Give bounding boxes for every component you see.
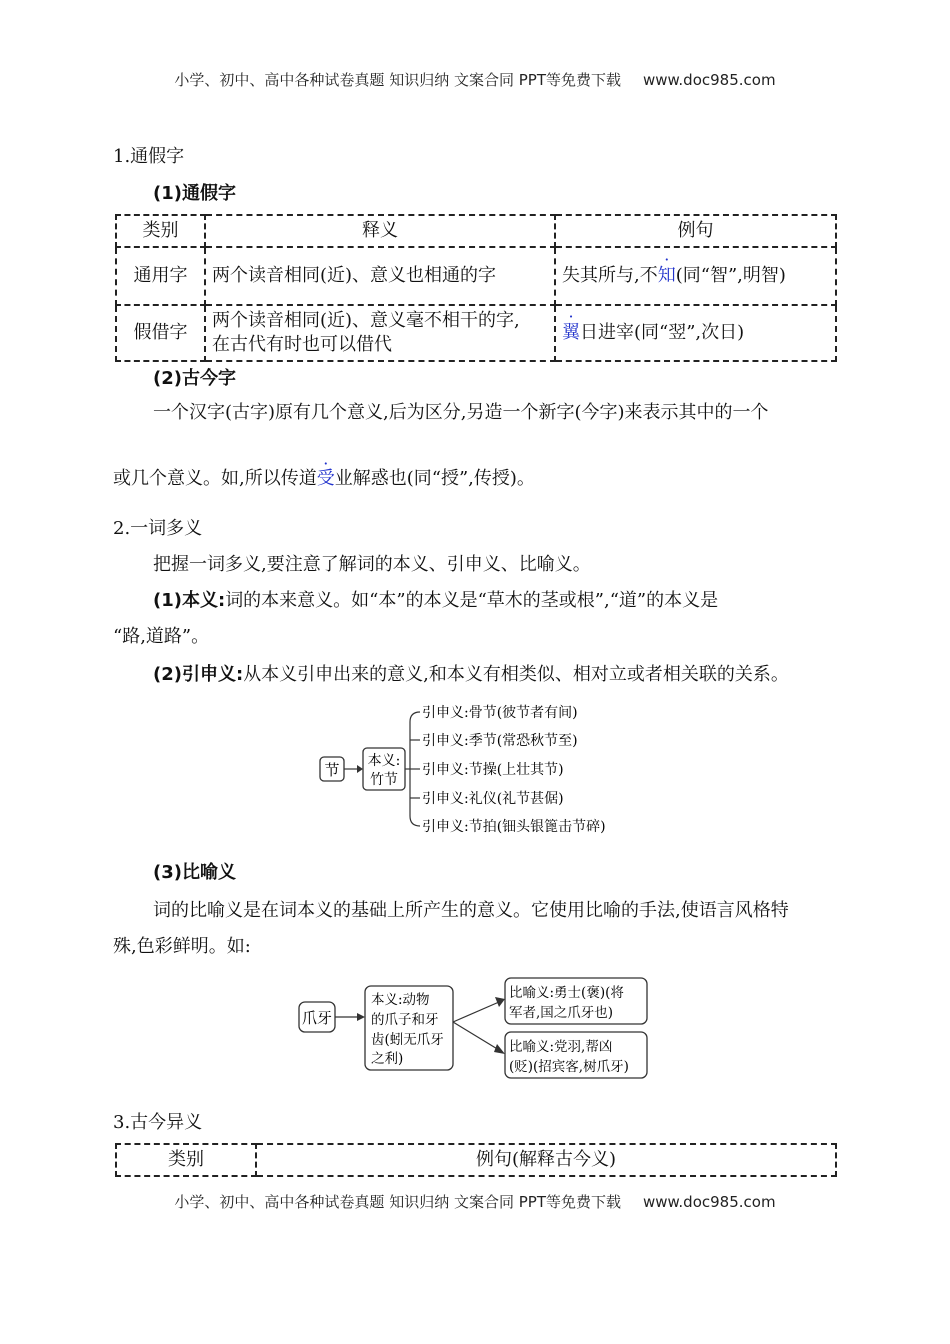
section-3-title: 3.古今异义 — [113, 1112, 203, 1133]
example-text: 日进宰(同“翌”,次日) — [580, 322, 745, 343]
diagram-top-line: 军者,国之爪牙也) — [509, 1005, 614, 1021]
example-key-char: 翼 — [562, 322, 580, 343]
diagram-item: 引申义:节操(上壮其节) — [422, 762, 564, 778]
arrow-head — [494, 1044, 505, 1054]
diagram-item: 引申义:季节(常恐秋节至) — [422, 733, 578, 749]
cell-meaning: 两个读音相同(近)、意义也相通的字 — [205, 247, 555, 305]
arrow-head — [357, 765, 363, 773]
header-text: 小学、初中、高中各种试卷真题 知识归纳 文案合同 PPT等免费下载 — [174, 71, 621, 89]
cell-meaning — [205, 305, 555, 361]
paragraph-text: 从本义引申出来的意义,和本义有相类似、相对立或者相关联的关系。 — [243, 664, 789, 685]
section-2-title: 2.一词多义 — [113, 518, 203, 539]
example-text: 失其所与,不 — [562, 265, 658, 286]
subsection-2-3-title: (3)比喻义 — [153, 862, 236, 883]
paragraph: 把握一词多义,要注意了解词的本义、引申义、比喻义。 — [153, 554, 591, 575]
example-text: (同“智”,明智) — [675, 265, 786, 286]
diagram-bottom-line: 比喻义:党羽,帮凶 — [509, 1039, 613, 1055]
example-key-char: 知 — [657, 265, 676, 286]
header-cell-meaning: 释义 — [205, 215, 555, 247]
tongjia-table — [115, 214, 837, 362]
diagram-mid-line: 本义:动物 — [371, 992, 430, 1008]
paragraph: “路,道路”。 — [113, 626, 210, 647]
diagram-top-line: 比喻义:勇士(褒)(将 — [509, 985, 624, 1001]
bold-label: (2)引申义: — [153, 664, 244, 685]
diagram-mid-line2: 竹节 — [370, 772, 398, 788]
footer-text: 小学、初中、高中各种试卷真题 知识归纳 文案合同 PPT等免费下载 — [174, 1193, 621, 1211]
table-header-row — [116, 215, 836, 247]
meaning-line: 在古代有时也可以借代 — [212, 334, 392, 355]
connector-line — [453, 1002, 499, 1022]
diagram-mid-line: 的爪子和牙 — [371, 1012, 439, 1028]
cell-example — [555, 247, 836, 305]
cell-example — [555, 305, 836, 361]
paragraph — [153, 662, 789, 688]
paragraph: 词的比喻义是在词本义的基础上所产生的意义。它使用比喻的手法,使语言风格特 — [153, 900, 789, 921]
cell-type: 假借字 — [116, 305, 205, 361]
diagram-item: 引申义:节拍(钿头银篦击节碎) — [422, 819, 606, 835]
diagram-root-text: 爪牙 — [301, 1009, 333, 1027]
diagram-item: 引申义:骨节(彼节者有间) — [422, 705, 578, 721]
paragraph: 殊,色彩鲜明。如: — [113, 936, 251, 957]
diagram-root-text: 节 — [324, 761, 340, 779]
header-cell-example: 例句(解释古今义) — [256, 1144, 836, 1176]
footer-url[interactable]: www.doc985.com — [642, 1193, 776, 1211]
page-header — [0, 69, 950, 90]
header-cell-type: 类别 — [116, 1144, 256, 1176]
key-char: 受 — [316, 468, 335, 489]
subsection-1-2-title: (2)古今字 — [153, 368, 236, 389]
header-cell-example: 例句 — [555, 215, 836, 247]
paragraph — [153, 588, 718, 614]
arrow-head — [495, 997, 505, 1007]
connector-line — [453, 1022, 499, 1050]
paragraph: 一个汉字(古字)原有几个意义,后为区分,另造一个新字(今字)来表示其中的一个 — [153, 402, 769, 423]
bold-label: (1)本义: — [153, 590, 226, 611]
diagram-mid-line: 齿(蚓无爪牙 — [371, 1032, 444, 1048]
header-cell-type: 类别 — [116, 215, 205, 247]
paragraph-text: 业解惑也(同“授”,传授)。 — [334, 468, 535, 489]
diagram-bottom-line: (贬)(招宾客,树爪牙) — [509, 1059, 629, 1075]
subsection-1-1-title: (1)通假字 — [153, 183, 236, 204]
meaning-line: 两个读音相同(近)、意义毫不相干的字, — [212, 310, 520, 331]
arrow-head — [357, 1013, 365, 1021]
table-row — [116, 247, 836, 305]
table-header-row — [116, 1144, 836, 1176]
table-row — [116, 305, 836, 361]
gujin-table — [115, 1143, 837, 1177]
section-1-title: 1.通假字 — [113, 146, 185, 167]
cell-type: 通用字 — [116, 247, 205, 305]
page-footer — [0, 1191, 950, 1212]
diagram-item: 引申义:礼仪(礼节甚倨) — [422, 791, 564, 807]
diagram-mid-line: 之利) — [371, 1051, 404, 1067]
header-url[interactable]: www.doc985.com — [642, 71, 776, 89]
zhuaya-diagram — [295, 972, 655, 1084]
diagram-mid-line1: 本义: — [367, 753, 401, 769]
jie-diagram — [300, 694, 660, 844]
paragraph-text: 词的本来意义。如“本”的本义是“草木的茎或根”,“道”的本义是 — [225, 590, 719, 611]
paragraph-text: 或几个意义。如,所以传道 — [113, 468, 317, 489]
paragraph — [113, 466, 535, 492]
